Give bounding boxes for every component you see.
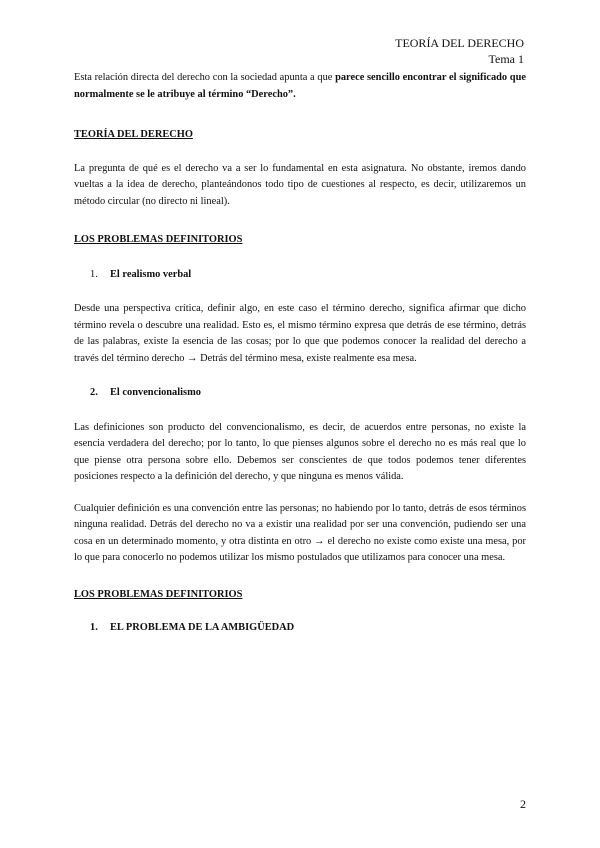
paragraph-realismo-verbal: Desde una perspectiva crítica, definir algo, en este caso el término derecho, significa afirmar que dicho término revela o descubre una realidad. Esto es, el mismo término expresa que detrás de ese término, detrás de las palabras, existe la esencia de las cosas; por lo que que podemos conocer la realidad del derecho a través del término derecho → Detrás del término mesa, existe realmente esa mesa. <box>74 303 526 364</box>
page-header <box>395 35 524 67</box>
subheading-number: 2. <box>90 387 98 398</box>
paragraph-convencionalismo-1: Las definiciones son producto del convencionalismo, es decir, de acuerdos entre personas, no existe la esencia verdadera del derecho; por lo tanto, lo que pienses algunos sobre el derecho no es más real que lo que piense otra persona sobre ello. Debemos ser conscientes de que todos podemos tener diferentes posiciones respecto a la definición del derecho, y que ninguna es menos válida. <box>74 421 526 482</box>
header-title: TEORÍA DEL DERECHO <box>395 36 524 50</box>
section-paragraph-teoria: La pregunta de qué es el derecho va a ser lo fundamental en esta asignatura. No obstante, iremos dando vueltas a la idea de derecho, planteándonos todo tipo de cuestiones al respecto, es decir, utilizaremos un método circular (no directo ni lineal). <box>74 162 526 207</box>
subheading-title: El realismo verbal <box>110 268 192 280</box>
subheading-number: 1. <box>90 622 98 633</box>
intro-paragraph <box>74 70 526 103</box>
intro-plain-text: Esta relación directa del derecho con la sociedad apunta a que <box>74 72 336 83</box>
paragraph-convencionalismo-2: Cualquier definición es una convención entre las personas; no habiendo por lo tanto, detrás de esos términos ninguna realidad. Detrás del derecho no va a existir una realidad por ser una convención, pudiendo ser una cosa en un determinado momento, y otra distinta en otro → el derecho no existe como existe una mesa, por lo que para conocerlo no podemos utilizar los mismo postulados que utilizamos para conocer una mesa. <box>74 502 526 563</box>
header-subtitle: Tema 1 <box>488 52 524 66</box>
subheading-number: 1. <box>90 268 98 280</box>
subheading-ambiguedad <box>74 620 526 637</box>
subheading-realismo-verbal <box>74 267 526 284</box>
subheading-convencionalismo <box>74 385 526 402</box>
page-number: 2 <box>520 797 526 811</box>
subheading-title: El convencionalismo <box>110 387 201 398</box>
document-body <box>74 70 526 637</box>
subheading-title: EL PROBLEMA DE LA AMBIGÜEDAD <box>110 622 295 633</box>
section-heading-problemas: LOS PROBLEMAS DEFINITORIOS <box>74 234 243 245</box>
section-heading-problemas-2: LOS PROBLEMAS DEFINITORIOS <box>74 588 243 600</box>
section-heading-teoria: TEORÍA DEL DERECHO <box>74 129 193 140</box>
intro-bold-text: parece sencillo encontrar el significado que normalmente se le atribuye al término “Derecho”. <box>74 72 526 100</box>
